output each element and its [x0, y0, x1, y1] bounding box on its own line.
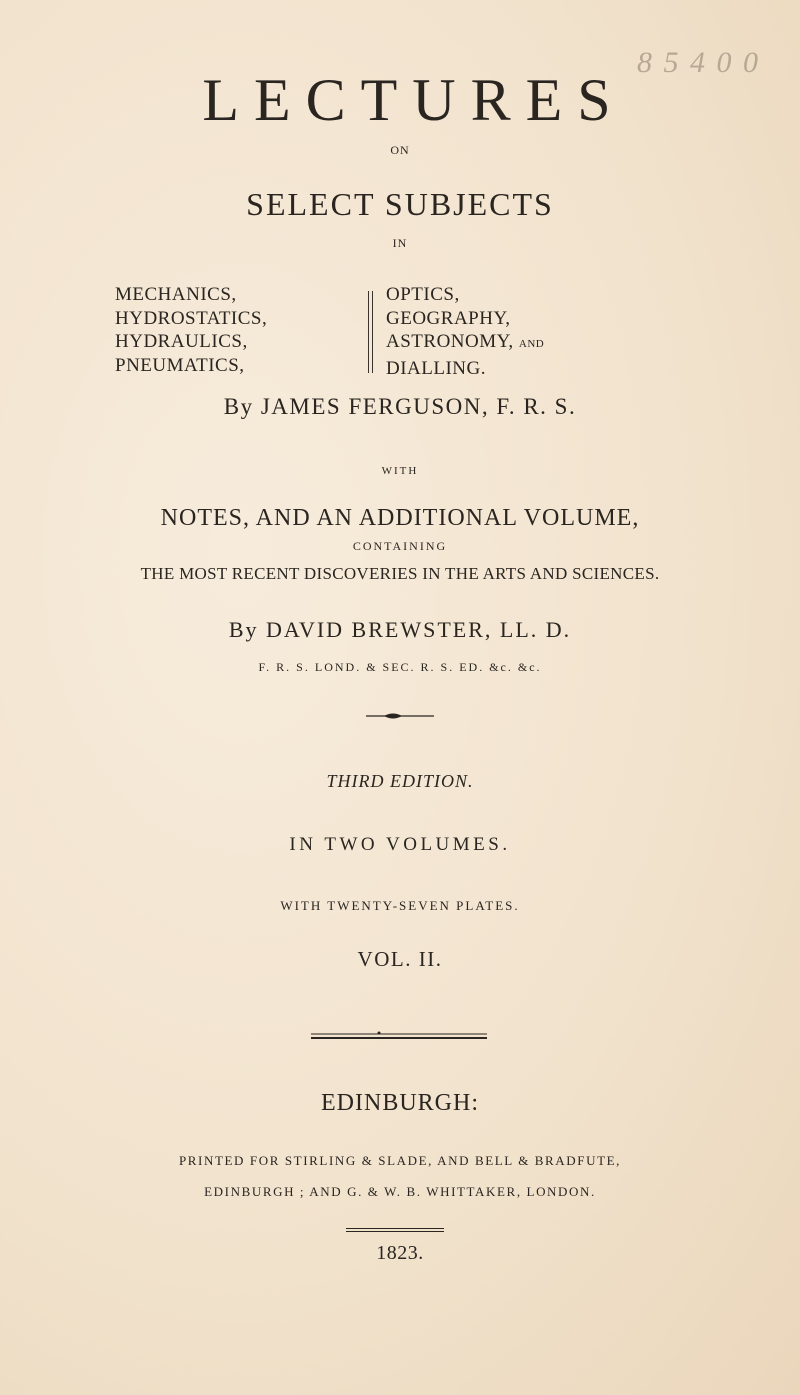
subjects-right-column [386, 283, 544, 380]
author-brewster [0, 617, 800, 643]
main-title: LECTURES [202, 67, 626, 133]
in-text: IN [392, 236, 408, 250]
imprint-line: EDINBURGH ; AND G. & W. B. WHITTAKER, LONDON. [204, 1184, 596, 1199]
volumes-count: IN TWO VOLUMES. [289, 834, 511, 855]
and-text: AND [518, 338, 545, 350]
subject-item: OPTICS, [386, 284, 460, 305]
double-rule [311, 1031, 487, 1041]
imprint-line: PRINTED FOR STIRLING & SLADE, AND BELL & BRADFUTE, [178, 1153, 622, 1168]
discoveries-line: THE MOST RECENT DISCOVERIES IN THE ARTS AND SCIENCES. [140, 564, 660, 583]
by-text: By [228, 617, 259, 642]
subject-item: HYDROSTATICS, [115, 307, 268, 329]
subjects-left-column [115, 283, 267, 377]
subject-item-text: ASTRONOMY, [386, 331, 514, 352]
plates-count: WITH TWENTY-SEVEN PLATES. [280, 898, 520, 913]
subject-item: DIALLING. [386, 357, 487, 379]
subject-item: PNEUMATICS, [115, 354, 245, 376]
ornament-rule [366, 711, 434, 721]
author-ferguson [0, 394, 800, 420]
subject-item: HYDRAULICS, [115, 331, 248, 352]
subject-item: MECHANICS, [115, 284, 237, 305]
author-name: JAMES FERGUSON, F. R. S. [260, 394, 577, 419]
double-rule [346, 1228, 444, 1232]
with-text: WITH [381, 465, 419, 477]
publication-year: 1823. [376, 1242, 424, 1264]
by-text: By [223, 394, 254, 419]
author-name: DAVID BREWSTER, LL. D. [266, 617, 572, 642]
imprint-city: EDINBURGH: [321, 1090, 479, 1116]
edition: THIRD EDITION. [326, 771, 474, 791]
on-text: ON [390, 143, 410, 157]
subject-item [386, 330, 544, 357]
subject-item: GEOGRAPHY, [386, 307, 511, 329]
shelfmark: 8 5 4 0 0 [637, 46, 760, 79]
subtitle: SELECT SUBJECTS [246, 186, 554, 222]
notes-line: NOTES, AND AN ADDITIONAL VOLUME, [160, 505, 640, 531]
containing-text: CONTAINING [352, 539, 448, 553]
volume-number: VOL. II. [357, 947, 443, 971]
credentials: F. R. S. LOND. & SEC. R. S. ED. &c. &c. [258, 660, 542, 674]
column-divider [368, 291, 373, 373]
